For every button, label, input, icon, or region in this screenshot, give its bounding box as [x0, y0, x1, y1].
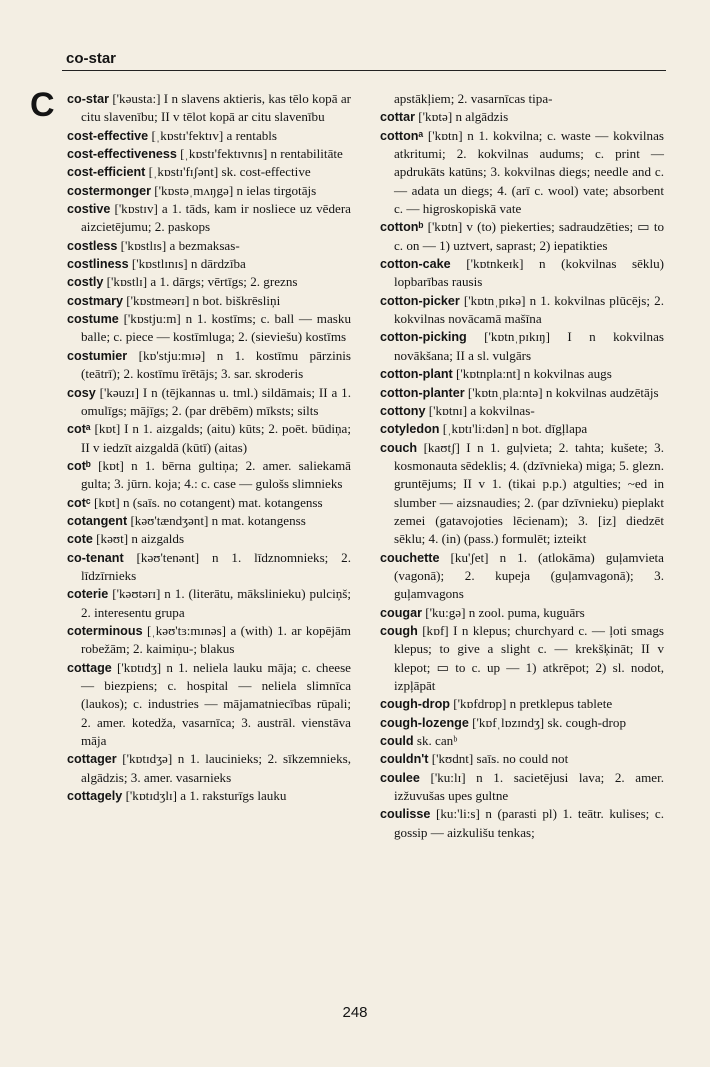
- dictionary-entry: [67, 659, 351, 751]
- entry-definition: ['kʊdnt] saīs. no could not: [428, 751, 569, 767]
- entry-headword: co-star: [67, 92, 109, 106]
- dictionary-entry: [380, 805, 664, 842]
- entry-headword: could: [380, 734, 414, 749]
- entry-headword: cotyledon: [380, 422, 440, 437]
- entry-definition: ['kɒtɪdʒlɪ] a 1. raksturīgs lauku: [122, 788, 287, 804]
- entry-definition: [kɒ'stju:mɪə] n 1. kostīmu pārzinis (teātrī); 2. kostīmu īrētājs; 3. sar. skroderis: [81, 347, 351, 382]
- entry-definition: ['kɒstju:m] n 1. kostīms; c. ball — masku balle; c. piece — kostīmluga; 2. (sieviešu) kostīms: [81, 311, 351, 345]
- dictionary-entry: [380, 439, 664, 549]
- entry-headword: costly: [67, 275, 104, 290]
- dictionary-entry: [380, 108, 664, 126]
- dictionary-entry: [67, 549, 351, 586]
- entry-definition: [kɒt] I n 1. aizgalds; (aitu) kūts; 2. poēt. būdiņa; II v iedzīt aizgaldā (kūtī) (aitas): [81, 421, 351, 455]
- dictionary-entry: [67, 90, 351, 127]
- dictionary-entry: [67, 530, 351, 548]
- dictionary-entry: [380, 218, 664, 255]
- entry-definition: ['kɒtnˌpla:ntə] n kokvilnas audzētājs: [464, 384, 659, 400]
- dictionary-entry: [380, 127, 664, 219]
- entry-definition: ['kɒstəˌmʌŋgə] n ielas tirgotājs: [150, 182, 317, 198]
- dictionary-entry: [67, 163, 351, 181]
- entry-headword: couch: [380, 440, 418, 455]
- entry-definition: ['kɒstɪv] a 1. tāds, kam ir nosliece uz vēdera aizcietējumu; 2. paskops: [81, 201, 351, 235]
- entry-definition: ['kɒtnˌpɪkɪŋ] I n kokvilnas novākšana; II a sl. vulgārs: [394, 329, 664, 363]
- dictionary-entry: [67, 585, 351, 622]
- entry-definition: [ˌkəʊ'tɜ:mɪnəs] a (with) 1. ar kopējām robežām; 2. kaimiņu-; blakus: [81, 622, 351, 657]
- entry-definition: [kaʊtʃ] I n 1. guļvieta; 2. tahta; kušete; 3. kosmonauta sēdeklis; 4. (dzīvnieka) miga; 5. glezn. gruntējums; II v 1. (tikai p.p.) atgulties; ~ed in slumber — aizsnaudies; 2. (par dzīvnieku) pieplakt zemei (gatavojoties lēcienam); 3. [iz] diedzēt sēklu; 4. (in) (pass.) formulēt; izteikt: [394, 439, 664, 547]
- entry-headword: cough-drop: [380, 697, 450, 712]
- entry-headword: cottager: [67, 752, 117, 767]
- entry-definition: ['kɒstlɪs] a bezmaksas-: [117, 237, 240, 253]
- entry-headword: cottony: [380, 403, 426, 418]
- section-letter: C: [30, 86, 55, 124]
- entry-definition: ['kɒtnɪ] a kokvilnas-: [425, 402, 535, 418]
- entry-headword: cote: [67, 532, 93, 547]
- dictionary-entry: [380, 402, 664, 420]
- entry-headword: cottage: [67, 660, 112, 675]
- entry-headword: cost-effectiveness: [67, 147, 177, 162]
- entry-headword: costless: [67, 238, 118, 253]
- entry-headword: cost-effective: [67, 128, 149, 143]
- dictionary-entry: [67, 310, 351, 347]
- entry-headword: cotton-picker: [380, 293, 460, 308]
- entry-headword: cougar: [380, 605, 422, 620]
- entry-definition: ['kɒfdrɒp] n pretklepus tablete: [449, 696, 613, 712]
- entry-definition: [ku:'li:s] n (parasti pl) 1. teātr. kulises; c. gossip — aizkulišu tenkas;: [394, 806, 664, 840]
- dictionary-entry: [380, 292, 664, 329]
- entry-definition: [kəʊt] n aizgalds: [92, 531, 185, 547]
- entry-headword: cottonᵃ: [380, 128, 424, 143]
- entry-headword: coulee: [380, 770, 420, 785]
- dictionary-entry: [67, 255, 351, 273]
- entry-definition: [kəʊ'tændʒənt] n mat. kotangenss: [127, 512, 306, 528]
- entry-headword: cotton-cake: [380, 257, 451, 272]
- dictionary-entry: [380, 732, 664, 750]
- entry-headword: couldn't: [380, 752, 429, 767]
- entry-definition: ['kɒstmeərɪ] n bot. biškrēsliņi: [123, 292, 281, 308]
- left-column: [67, 90, 351, 805]
- entry-headword: costmary: [67, 293, 124, 308]
- entry-definition: ['kɒtɪdʒə] n 1. laucinieks; 2. sīkzemnieks, algādzis; 3. amer. vasarnieks: [81, 751, 351, 785]
- entry-definition: sk. canᵇ: [413, 733, 458, 749]
- entry-definition: [ˌkɒstɪ'fektɪv] a rentabls: [148, 127, 278, 143]
- dictionary-entry: [380, 714, 664, 732]
- entry-definition: ['kɒtn] n 1. kokvilna; c. waste — kokvilnas atkritumi; 2. kokvilnas audums; c. print — apdrukāts katūns; 3. kokvilnas diegs; needle and c. — adata un diegs; 4. (arī c. wool) vate; absorbent c. — higroskopiskā vate: [394, 127, 664, 217]
- entry-headword: costive: [67, 202, 111, 217]
- dictionary-entry: [67, 347, 351, 384]
- entry-definition: [ku'ʃet] n 1. (atlokāma) guļamvieta (vagonā); 2. kupeja (guļamvagonā); 3. guļamvagons: [394, 549, 664, 602]
- running-header: co-star: [66, 50, 117, 67]
- dictionary-entry: [380, 384, 664, 402]
- entry-headword: cough-lozenge: [380, 715, 469, 730]
- entry-headword: coterminous: [67, 623, 143, 638]
- dictionary-entry: [67, 622, 351, 659]
- entry-headword: cost-efficient: [67, 165, 146, 180]
- dictionary-entry: [380, 365, 664, 383]
- page-number: 248: [342, 1004, 368, 1021]
- entry-headword: couchette: [380, 550, 440, 565]
- entry-definition: ['kɒfˌlɒzɪndʒ] sk. cough-drop: [468, 714, 626, 730]
- dictionary-entry: [67, 200, 351, 237]
- entry-definition: ['kɒtə] n algādzis: [415, 109, 509, 125]
- dictionary-entry: [67, 750, 351, 787]
- entry-definition: [kɒt] n (saīs. no cotangent) mat. kotangenss: [90, 494, 323, 510]
- entry-definition: [kəʊ'tenənt] n 1. līdznomnieks; 2. līdzīrnieks: [81, 549, 351, 583]
- dictionary-entry: [380, 328, 664, 365]
- entry-definition: [ˌkɒstɪ'fektɪvnɪs] n rentabilitāte: [176, 146, 343, 162]
- entry-headword: costliness: [67, 257, 129, 272]
- entry-headword: co-tenant: [67, 550, 124, 565]
- dictionary-entry: [67, 384, 351, 421]
- dictionary-entry: [380, 420, 664, 438]
- header-rule: [62, 70, 666, 71]
- entry-definition: apstākļiem; 2. vasarnīcas tipa-: [394, 91, 553, 106]
- dictionary-entry: [380, 549, 664, 604]
- dictionary-entry: [67, 457, 351, 494]
- dictionary-entry: [67, 182, 351, 200]
- dictionary-entry: [67, 512, 351, 530]
- dictionary-entry: [67, 127, 351, 145]
- entry-definition: ['kɒtɪdʒ] n 1. neliela lauku māja; c. cheese — biezpiens; c. hospital — neliela slimnīca (laukos); c. industries — mājamatniecības rūpali; 2. amer. kotedža, vasarnīca; 3. austrāl. vienstāva māja: [81, 659, 351, 749]
- entry-headword: cotᵃ: [67, 422, 91, 437]
- entry-definition: ['kɒtnˌpɪkə] n 1. kokvilnas plūcējs; 2. kokvilnas novācamā mašīna: [394, 292, 664, 327]
- dictionary-entry: [380, 750, 664, 768]
- entry-headword: cotton-planter: [380, 385, 465, 400]
- dictionary-entry: [67, 292, 351, 310]
- entry-headword: cottonᵇ: [380, 220, 424, 235]
- entry-headword: cotton-plant: [380, 367, 453, 382]
- entry-definition: ['kəuzɪ] I n (tējkannas u. tml.) sildāmais; II a 1. omulīgs; mājīgs; 2. (par drēbēm) mīksts; silts: [81, 384, 351, 418]
- entry-headword: coulisse: [380, 807, 431, 822]
- dictionary-entry: [380, 90, 664, 108]
- entry-headword: cotton-picking: [380, 330, 467, 345]
- dictionary-entry: [67, 494, 351, 512]
- dictionary-entry: [380, 769, 664, 806]
- entry-headword: coterie: [67, 587, 109, 602]
- entry-headword: cotᶜ: [67, 495, 91, 510]
- entry-headword: cotangent: [67, 513, 128, 528]
- entry-headword: costumier: [67, 348, 128, 363]
- entry-headword: costume: [67, 312, 119, 327]
- entry-definition: ['kəʊtərɪ] n 1. (literātu, mākslinieku) pulciņš; 2. interesentu grupa: [81, 586, 351, 620]
- entry-headword: cough: [380, 623, 418, 638]
- entry-definition: ['ku:gə] n zool. puma, kuguārs: [422, 604, 585, 620]
- entry-definition: ['kɒtnkeɪk] n (kokvilnas sēklu) lopbarības rausis: [394, 256, 664, 290]
- dictionary-entry: [67, 787, 351, 805]
- entry-definition: [ˌkɒstɪ'fɪʃənt] sk. cost-effective: [145, 164, 311, 180]
- entry-definition: [kɒf] I n klepus; churchyard c. — ļoti smags klepus; to give a slight c. — krekšķināt; II v klepot; ▭ to c. up — 1) atkrēpot; 2) sl. nodot, izpļāpāt: [394, 622, 664, 693]
- entry-definition: ['kɒtnpla:nt] n kokvilnas augs: [452, 366, 612, 382]
- dictionary-entry: [380, 255, 664, 292]
- right-column: [380, 90, 664, 842]
- entry-definition: ['kɒstlɪnɪs] n dārdzība: [128, 256, 246, 272]
- dictionary-entry: [67, 273, 351, 291]
- dictionary-entry: [380, 604, 664, 622]
- dictionary-entry: [67, 420, 351, 457]
- dictionary-entry: [67, 237, 351, 255]
- entry-headword: cottar: [380, 110, 415, 125]
- dictionary-entry: [380, 622, 664, 695]
- entry-definition: [kɒt] n 1. bērna gultiņa; 2. amer. saliekamā gulta; 3. jūrn. koja; 4.: c. case — gulošs slimnieks: [81, 457, 351, 492]
- entry-headword: cosy: [67, 385, 96, 400]
- entry-definition: ['kəusta:] I n slavens aktieris, kas tēlo kopā ar citu slavenību; II v tēlot kopā ar citu slavenību: [81, 91, 351, 125]
- entry-headword: cotᵇ: [67, 458, 91, 473]
- entry-headword: cottagely: [67, 789, 123, 804]
- entry-definition: ['ku:lɪ] n 1. sacietējusi lava; 2. amer. izžuvušas upes gultne: [394, 769, 664, 804]
- entry-headword: costermonger: [67, 183, 151, 198]
- entry-definition: ['kɒtn] v (to) piekerties; sadraudzēties; ▭ to c. on — 1) uztvert, saprast; 2) iepatikties: [394, 219, 664, 253]
- dictionary-entry: [380, 695, 664, 713]
- entry-definition: [ˌkɒtɪ'li:dən] n bot. dīgļlapa: [439, 421, 588, 437]
- entry-definition: ['kɒstlɪ] a 1. dārgs; vērtīgs; 2. grezns: [103, 274, 298, 290]
- dictionary-entry: [67, 145, 351, 163]
